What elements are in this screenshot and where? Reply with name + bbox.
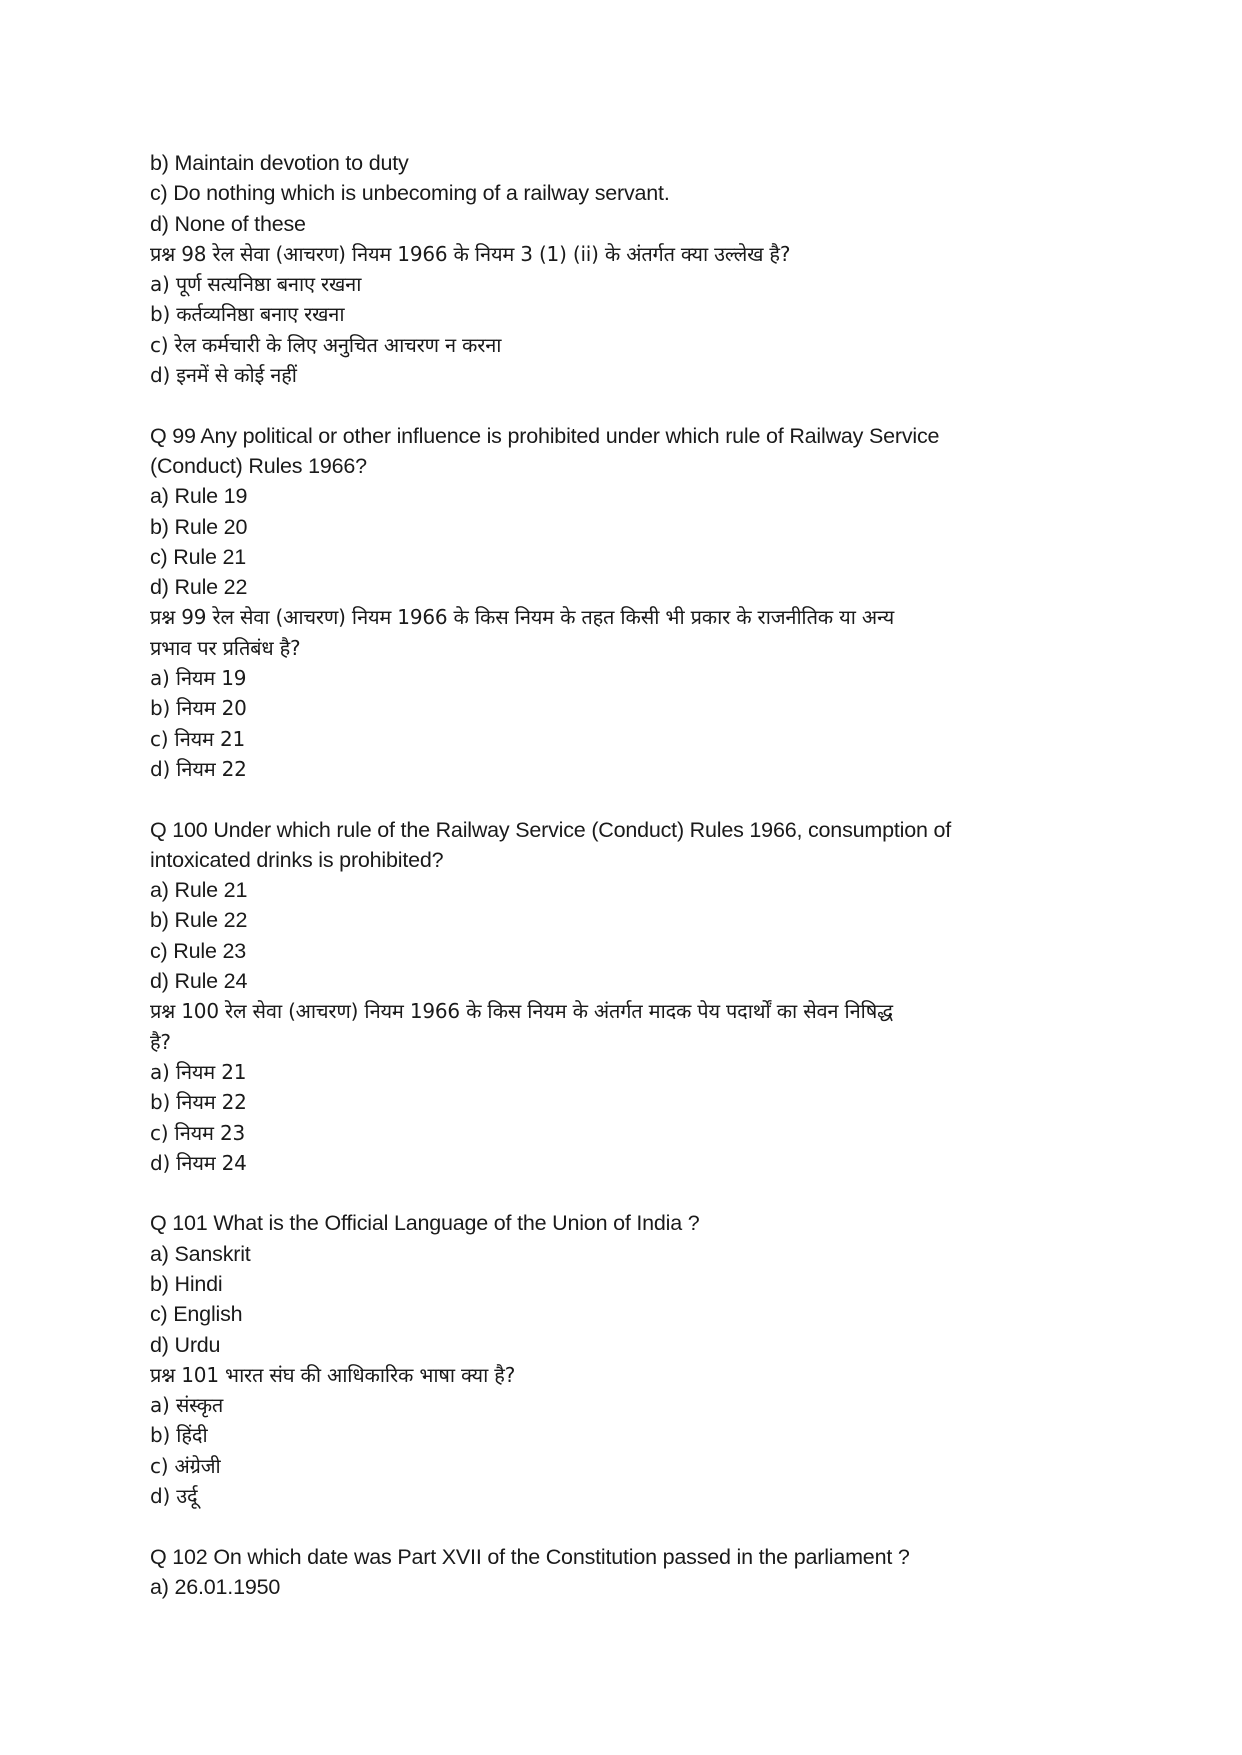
option-b: b) Maintain devotion to duty [150, 151, 409, 175]
option-b: b) हिंदी [150, 1423, 208, 1448]
q99-hindi-block [150, 602, 1090, 784]
question-text-line1: Q 100 Under which rule of the Railway Service (Conduct) Rules 1966, consumption of [150, 817, 952, 842]
q100-block [150, 815, 1090, 997]
option-b: b) Rule 20 [150, 514, 248, 539]
option-b: b) Rule 22 [150, 908, 248, 933]
question-text-line2: (Conduct) Rules 1966? [150, 453, 367, 478]
option-a: a) पूर्ण सत्यनिष्ठा बनाए रखना [150, 272, 362, 297]
spacer [150, 1511, 1090, 1541]
option-b: b) Hindi [150, 1271, 223, 1296]
option-a: a) Sanskrit [150, 1241, 251, 1266]
option-a: a) Rule 19 [150, 484, 248, 509]
option-d: d) उर्दू [150, 1484, 198, 1509]
q102-block [150, 1542, 1090, 1603]
option-d: d) नियम 24 [150, 1150, 247, 1175]
option-c: c) English [150, 1302, 243, 1327]
option-d: d) इनमें से कोई नहीं [150, 363, 297, 388]
option-a: a) संस्कृत [150, 1393, 224, 1418]
option-a: a) नियम 21 [150, 1059, 247, 1084]
question-text: प्रश्न 101 भारत संघ की आधिकारिक भाषा क्या है? [150, 1362, 516, 1387]
question-text-line2: है? [150, 1029, 171, 1054]
q98-hindi-block [150, 239, 1090, 390]
option-c: c) नियम 23 [150, 1120, 246, 1145]
option-c: c) नियम 21 [150, 726, 246, 751]
q97-options [150, 148, 1090, 239]
question-text: प्रश्न 98 रेल सेवा (आचरण) नियम 1966 के नियम 3 (1) (ii) के अंतर्गत क्या उल्लेख है? [150, 241, 791, 266]
q99-block [150, 421, 1090, 603]
option-c: c) Rule 21 [150, 544, 246, 569]
option-a: a) नियम 19 [150, 666, 247, 691]
option-c: c) Rule 23 [150, 938, 246, 963]
document-page [150, 148, 1090, 1602]
question-text-line1: प्रश्न 100 रेल सेवा (आचरण) नियम 1966 के किस नियम के अंतर्गत मादक पेय पदार्थों का सेवन निषिद्ध [150, 999, 893, 1024]
option-a: a) 26.01.1950 [150, 1574, 281, 1599]
question-text-line2: intoxicated drinks is prohibited? [150, 847, 444, 872]
option-a: a) Rule 21 [150, 878, 248, 903]
spacer [150, 1178, 1090, 1208]
option-d: d) नियम 22 [150, 756, 247, 781]
q101-block [150, 1208, 1090, 1359]
spacer [150, 784, 1090, 814]
question-text: Q 101 What is the Official Language of the Union of India ? [150, 1211, 700, 1236]
option-c: c) Do nothing which is unbecoming of a railway servant. [150, 181, 670, 206]
option-c: c) अंग्रेजी [150, 1453, 221, 1478]
option-c: c) रेल कर्मचारी के लिए अनुचित आचरण न करना [150, 332, 502, 357]
option-b: b) नियम 20 [150, 696, 247, 721]
question-text-line1: Q 99 Any political or other influence is prohibited under which rule of Railway Service [150, 423, 940, 448]
option-d: d) Rule 24 [150, 969, 248, 994]
option-d: d) None of these [150, 211, 306, 236]
question-text-line2: प्रभाव पर प्रतिबंध है? [150, 635, 301, 660]
q101-hindi-block [150, 1360, 1090, 1511]
question-text-line1: प्रश्न 99 रेल सेवा (आचरण) नियम 1966 के किस नियम के तहत किसी भी प्रकार के राजनीतिक या अन्य [150, 605, 895, 630]
q100-hindi-block [150, 996, 1090, 1178]
option-b: b) कर्तव्यनिष्ठा बनाए रखना [150, 302, 345, 327]
spacer [150, 390, 1090, 420]
option-b: b) नियम 22 [150, 1090, 247, 1115]
option-d: d) Urdu [150, 1332, 221, 1357]
question-text: Q 102 On which date was Part XVII of the Constitution passed in the parliament ? [150, 1544, 910, 1569]
option-d: d) Rule 22 [150, 575, 248, 600]
